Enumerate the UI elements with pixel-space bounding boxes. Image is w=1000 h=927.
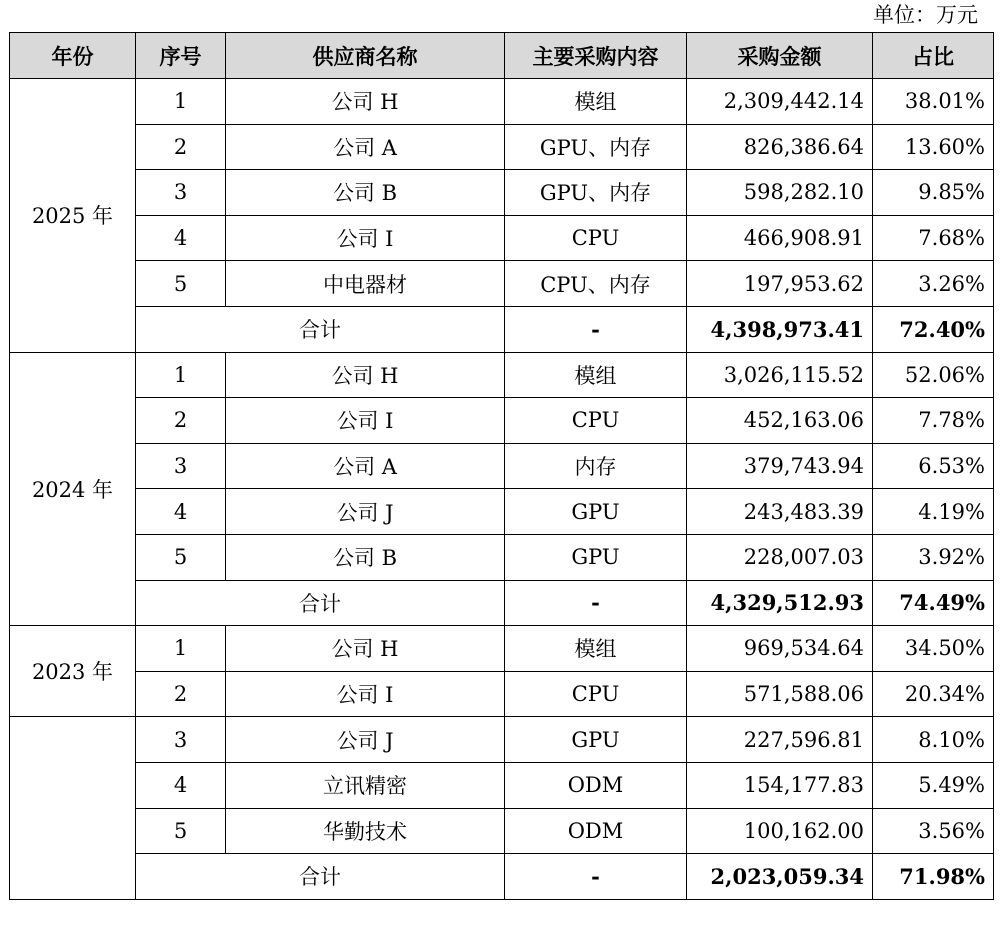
content-cell: GPU、内存 bbox=[505, 124, 687, 170]
supplier-cell: 华勤技术 bbox=[226, 808, 505, 854]
ratio-cell: 3.92% bbox=[873, 534, 994, 580]
number-cell: 3 bbox=[136, 170, 226, 216]
amount-cell: 598,282.10 bbox=[687, 170, 873, 216]
content-cell: ODM bbox=[505, 808, 687, 854]
number-cell: 5 bbox=[136, 534, 226, 580]
ratio-cell: 38.01% bbox=[873, 79, 994, 125]
content-cell: 模组 bbox=[505, 79, 687, 125]
amount-cell: 228,007.03 bbox=[687, 534, 873, 580]
table-row bbox=[10, 170, 994, 216]
table-row bbox=[10, 443, 994, 489]
content-cell: CPU、内存 bbox=[505, 261, 687, 307]
table-row bbox=[10, 398, 994, 444]
amount-cell: 154,177.83 bbox=[687, 762, 873, 808]
amount-cell: 969,534.64 bbox=[687, 626, 873, 672]
total-ratio: 72.40% bbox=[873, 306, 994, 352]
content-cell: 内存 bbox=[505, 443, 687, 489]
supplier-cell: 立讯精密 bbox=[226, 762, 505, 808]
table-header-row bbox=[10, 33, 994, 79]
table-row bbox=[10, 261, 994, 307]
amount-cell: 826,386.64 bbox=[687, 124, 873, 170]
header-supplier: 供应商名称 bbox=[226, 33, 505, 79]
year-cell: 2023 年 bbox=[10, 626, 136, 717]
ratio-cell: 5.49% bbox=[873, 762, 994, 808]
amount-cell: 379,743.94 bbox=[687, 443, 873, 489]
number-cell: 1 bbox=[136, 79, 226, 125]
supplier-cell: 公司 A bbox=[226, 443, 505, 489]
supplier-purchase-table bbox=[9, 32, 994, 900]
ratio-cell: 4.19% bbox=[873, 489, 994, 535]
content-cell: CPU bbox=[505, 671, 687, 717]
unit-label: 单位：万元 bbox=[873, 3, 978, 27]
table-row bbox=[10, 79, 994, 125]
supplier-cell: 公司 B bbox=[226, 534, 505, 580]
supplier-cell: 公司 I bbox=[226, 215, 505, 261]
table-row bbox=[10, 808, 994, 854]
table-row bbox=[10, 671, 994, 717]
table-row bbox=[10, 124, 994, 170]
supplier-cell: 公司 B bbox=[226, 170, 505, 216]
number-cell: 2 bbox=[136, 398, 226, 444]
content-cell: 模组 bbox=[505, 352, 687, 398]
table-row bbox=[10, 626, 994, 672]
amount-cell: 466,908.91 bbox=[687, 215, 873, 261]
total-content: - bbox=[505, 854, 687, 900]
supplier-cell: 公司 J bbox=[226, 717, 505, 763]
number-cell: 5 bbox=[136, 261, 226, 307]
total-row bbox=[10, 306, 994, 352]
total-content: - bbox=[505, 306, 687, 352]
table-row bbox=[10, 717, 994, 763]
ratio-cell: 52.06% bbox=[873, 352, 994, 398]
header-ratio: 占比 bbox=[873, 33, 994, 79]
amount-cell: 197,953.62 bbox=[687, 261, 873, 307]
content-cell: GPU bbox=[505, 489, 687, 535]
total-label: 合计 bbox=[136, 306, 505, 352]
ratio-cell: 34.50% bbox=[873, 626, 994, 672]
ratio-cell: 8.10% bbox=[873, 717, 994, 763]
amount-cell: 100,162.00 bbox=[687, 808, 873, 854]
total-ratio: 71.98% bbox=[873, 854, 994, 900]
number-cell: 3 bbox=[136, 717, 226, 763]
ratio-cell: 7.68% bbox=[873, 215, 994, 261]
header-number: 序号 bbox=[136, 33, 226, 79]
number-cell: 5 bbox=[136, 808, 226, 854]
number-cell: 1 bbox=[136, 352, 226, 398]
table-row bbox=[10, 489, 994, 535]
ratio-cell: 3.26% bbox=[873, 261, 994, 307]
amount-cell: 227,596.81 bbox=[687, 717, 873, 763]
supplier-cell: 公司 H bbox=[226, 626, 505, 672]
ratio-cell: 9.85% bbox=[873, 170, 994, 216]
ratio-cell: 20.34% bbox=[873, 671, 994, 717]
number-cell: 3 bbox=[136, 443, 226, 489]
header-year: 年份 bbox=[10, 33, 136, 79]
number-cell: 4 bbox=[136, 489, 226, 535]
number-cell: 2 bbox=[136, 671, 226, 717]
total-ratio: 74.49% bbox=[873, 580, 994, 626]
table-row bbox=[10, 215, 994, 261]
total-row bbox=[10, 854, 994, 900]
content-cell: 模组 bbox=[505, 626, 687, 672]
supplier-cell: 公司 H bbox=[226, 352, 505, 398]
supplier-cell: 公司 J bbox=[226, 489, 505, 535]
content-cell: GPU、内存 bbox=[505, 170, 687, 216]
total-label: 合计 bbox=[136, 580, 505, 626]
amount-cell: 571,588.06 bbox=[687, 671, 873, 717]
content-cell: GPU bbox=[505, 717, 687, 763]
table-row bbox=[10, 762, 994, 808]
content-cell: ODM bbox=[505, 762, 687, 808]
supplier-cell: 公司 I bbox=[226, 398, 505, 444]
supplier-cell: 公司 I bbox=[226, 671, 505, 717]
table-row bbox=[10, 534, 994, 580]
ratio-cell: 3.56% bbox=[873, 808, 994, 854]
ratio-cell: 13.60% bbox=[873, 124, 994, 170]
number-cell: 4 bbox=[136, 762, 226, 808]
header-content: 主要采购内容 bbox=[505, 33, 687, 79]
amount-cell: 3,026,115.52 bbox=[687, 352, 873, 398]
amount-cell: 243,483.39 bbox=[687, 489, 873, 535]
header-amount: 采购金额 bbox=[687, 33, 873, 79]
amount-cell: 2,309,442.14 bbox=[687, 79, 873, 125]
number-cell: 4 bbox=[136, 215, 226, 261]
total-amount: 4,398,973.41 bbox=[687, 306, 873, 352]
year-cell: 2024 年 bbox=[10, 352, 136, 626]
supplier-cell: 公司 A bbox=[226, 124, 505, 170]
ratio-cell: 6.53% bbox=[873, 443, 994, 489]
content-cell: CPU bbox=[505, 398, 687, 444]
ratio-cell: 7.78% bbox=[873, 398, 994, 444]
supplier-cell: 中电器材 bbox=[226, 261, 505, 307]
supplier-cell: 公司 H bbox=[226, 79, 505, 125]
year-cell: 2025 年 bbox=[10, 79, 136, 353]
total-amount: 4,329,512.93 bbox=[687, 580, 873, 626]
total-content: - bbox=[505, 580, 687, 626]
number-cell: 1 bbox=[136, 626, 226, 672]
year-cell-continued bbox=[10, 717, 136, 899]
content-cell: CPU bbox=[505, 215, 687, 261]
total-label: 合计 bbox=[136, 854, 505, 900]
number-cell: 2 bbox=[136, 124, 226, 170]
content-cell: GPU bbox=[505, 534, 687, 580]
total-row bbox=[10, 580, 994, 626]
total-amount: 2,023,059.34 bbox=[687, 854, 873, 900]
table-row bbox=[10, 352, 994, 398]
amount-cell: 452,163.06 bbox=[687, 398, 873, 444]
